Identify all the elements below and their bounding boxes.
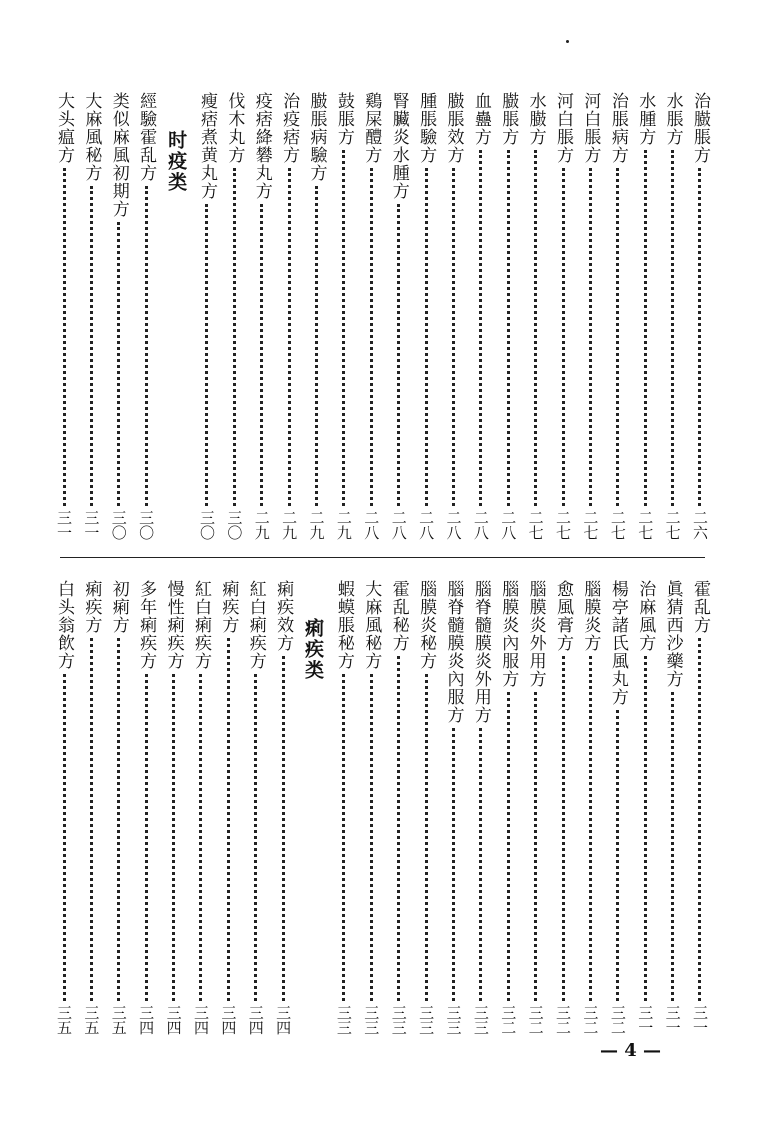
entry-page-number: 三四 (274, 1005, 293, 1035)
entry-title: 白头翁飲方 (54, 580, 74, 670)
entry-page-number: 三一 (636, 1005, 655, 1035)
entry-page-number: 三三 (362, 1005, 381, 1035)
entry-page-number: 二八 (499, 510, 518, 540)
entry-title: 痢疾方 (218, 580, 239, 634)
entry-page-number: 三三 (334, 1005, 353, 1035)
entry-title: 紅白痢疾方 (190, 580, 211, 670)
entry-title: 腦膜炎方 (580, 580, 601, 652)
dot-leader (145, 186, 148, 506)
entry-title: 治脹病方 (607, 92, 628, 164)
toc-entry (387, 92, 411, 540)
entry-page-number: 二七 (554, 510, 573, 540)
dot-leader (452, 168, 455, 506)
toc-entry (633, 92, 657, 540)
toc-entry (359, 580, 383, 1035)
entry-title: 蝦蟆脹秘方 (333, 580, 354, 670)
dot-leader (199, 674, 202, 1001)
dot-leader (370, 168, 373, 506)
dot-leader (562, 656, 565, 1001)
category-header (299, 580, 329, 1035)
dot-leader (145, 674, 148, 1001)
toc-entry (134, 92, 158, 540)
entry-page-number: 二八 (389, 510, 408, 540)
entry-title: 腦膜炎外用方 (525, 580, 546, 688)
toc-bottom-section (52, 580, 712, 1035)
toc-entry (661, 580, 685, 1035)
entry-page-number: 三四 (246, 1005, 265, 1035)
dot-leader (397, 204, 400, 506)
dot-leader (698, 168, 701, 506)
entry-page-number: 二八 (471, 510, 490, 540)
toc-entry (606, 580, 630, 1035)
toc-entry (441, 92, 465, 540)
toc-entry (305, 92, 329, 540)
entry-page-number: 二八 (362, 510, 381, 540)
toc-entry (244, 580, 268, 1035)
entry-title: 腦膜炎秘方 (416, 580, 437, 670)
entry-title: 愈風膏方 (553, 580, 574, 652)
toc-entry (551, 92, 575, 540)
entry-title: 多年痢疾方 (136, 580, 157, 670)
dot-leader (589, 168, 592, 506)
entry-title: 霍乱秘方 (388, 580, 409, 652)
toc-entry (387, 580, 411, 1035)
dot-leader (534, 692, 537, 1001)
dot-leader (254, 674, 257, 1001)
entry-title: 腦脊髓膜炎外用方 (470, 580, 491, 724)
entry-title: 痢疾方 (81, 580, 102, 634)
entry-title: 大麻風秘方 (81, 92, 102, 182)
dot-leader (644, 150, 647, 506)
toc-entry (359, 92, 383, 540)
toc-entry (332, 92, 356, 540)
entry-page-number: 二七 (663, 510, 682, 540)
dot-leader (452, 728, 455, 1001)
scan-speck (566, 40, 569, 43)
toc-entry (578, 92, 602, 540)
toc-entry (441, 580, 465, 1035)
toc-entry (524, 580, 548, 1035)
entry-page-number: 二七 (636, 510, 655, 540)
toc-entry (688, 92, 712, 540)
entry-title: 慢性痢疾方 (163, 580, 184, 670)
entry-title: 治臌脹方 (689, 92, 710, 164)
dot-leader (479, 728, 482, 1001)
toc-entry (216, 580, 240, 1035)
dot-leader (562, 168, 565, 506)
dot-leader (172, 674, 175, 1001)
entry-page-number: 三三 (417, 1005, 436, 1035)
toc-entry (107, 92, 131, 540)
toc-entry (277, 92, 301, 540)
entry-page-number: 二七 (526, 510, 545, 540)
entry-page-number: 三一 (690, 1005, 709, 1035)
dot-leader (260, 204, 263, 506)
dot-leader (370, 674, 373, 1001)
entry-page-number: 二七 (581, 510, 600, 540)
entry-page-number: 三〇 (109, 510, 128, 540)
entry-title: 臌脹效方 (443, 92, 464, 164)
entry-page-number: 二八 (444, 510, 463, 540)
dot-leader (315, 186, 318, 506)
category-header (162, 92, 192, 540)
toc-entry (414, 92, 438, 540)
toc-entry (134, 580, 158, 1035)
entry-title: 痢疾效方 (273, 580, 294, 652)
toc-entry (271, 580, 295, 1035)
toc-entry (496, 580, 520, 1035)
dot-leader (425, 168, 428, 506)
toc-entry (606, 92, 630, 540)
dot-leader (63, 168, 66, 506)
entry-title: 腫脹驗方 (416, 92, 437, 164)
dot-leader (342, 150, 345, 506)
entry-title: 初痢方 (108, 580, 129, 634)
dot-leader (90, 638, 93, 1001)
entry-title: 血蠱方 (470, 92, 491, 146)
category-header-text: 时疫类 (165, 130, 188, 193)
entry-page-number: 三四 (164, 1005, 183, 1035)
entry-page-number: 三四 (191, 1005, 210, 1035)
entry-title: 水腫方 (635, 92, 656, 146)
toc-entry (688, 580, 712, 1035)
toc-entry (250, 92, 274, 540)
dot-leader (288, 168, 291, 506)
toc-entry (107, 580, 131, 1035)
entry-page-number: 三一 (663, 1005, 682, 1035)
entry-title: 河白脹方 (553, 92, 574, 164)
entry-title: 河白脹方 (580, 92, 601, 164)
entry-page-number: 二九 (307, 510, 326, 540)
toc-entry (79, 92, 103, 540)
entry-title: 治麻風方 (635, 580, 656, 652)
dot-leader (534, 150, 537, 506)
dot-leader (425, 674, 428, 1001)
entry-title: 鼓脹方 (333, 92, 354, 146)
entry-title: 霍乱方 (689, 580, 710, 634)
entry-title: 水脹方 (662, 92, 683, 146)
dot-leader (671, 692, 674, 1001)
entry-page-number: 三四 (219, 1005, 238, 1035)
entry-title: 經驗霍乱方 (136, 92, 157, 182)
entry-page-number: 三五 (55, 1005, 73, 1035)
toc-entry (79, 580, 103, 1035)
toc-entry (551, 580, 575, 1035)
toc-entry (195, 92, 219, 540)
entry-title: 大麻風秘方 (361, 580, 382, 670)
entry-page-number: 三二 (554, 1005, 573, 1035)
dot-leader (90, 186, 93, 506)
entry-page-number: 三二 (581, 1005, 600, 1035)
toc-entry (661, 92, 685, 540)
toc-entry (332, 580, 356, 1035)
entry-page-number: 二七 (608, 510, 627, 540)
entry-page-number: 三〇 (197, 510, 216, 540)
section-divider (60, 557, 705, 558)
toc-entry (162, 580, 186, 1035)
dot-leader (282, 656, 285, 1001)
dot-leader (507, 692, 510, 1001)
entry-title: 紅白痢疾方 (245, 580, 266, 670)
entry-title: 瘦痞煮黄丸方 (196, 92, 217, 200)
entry-page-number: 二六 (690, 510, 709, 540)
dot-leader (117, 638, 120, 1001)
entry-page-number: 三二 (499, 1005, 518, 1035)
entry-page-number: 三三 (389, 1005, 408, 1035)
dot-leader (233, 168, 236, 506)
entry-page-number: 二八 (417, 510, 436, 540)
dot-leader (589, 656, 592, 1001)
toc-entry (578, 580, 602, 1035)
entry-title: 疫痞絳礬丸方 (251, 92, 272, 200)
dot-leader (644, 656, 647, 1001)
entry-title: 臌脹病驗方 (306, 92, 327, 182)
dot-leader (342, 674, 345, 1001)
dot-leader (397, 656, 400, 1001)
category-header-text: 痢疾类 (302, 618, 325, 681)
toc-entry (633, 580, 657, 1035)
entry-title: 水臌方 (525, 92, 546, 146)
dot-leader (671, 150, 674, 506)
toc-entry (469, 580, 493, 1035)
dot-leader (616, 168, 619, 506)
entry-title: 鷄屎醴方 (361, 92, 382, 164)
entry-title: 眞猜西沙藥方 (662, 580, 683, 688)
dot-leader (227, 638, 230, 1001)
entry-title: 大头瘟方 (54, 92, 74, 164)
entry-page-number: 三一 (82, 510, 101, 540)
entry-title: 腦脊髓膜炎內服方 (443, 580, 464, 724)
dot-leader (479, 150, 482, 506)
entry-page-number: 三二 (526, 1005, 545, 1035)
toc-entry (414, 580, 438, 1035)
toc-entry (189, 580, 213, 1035)
entry-title: 腎臟炎水腫方 (388, 92, 409, 200)
toc-entry (52, 92, 76, 540)
entry-title: 治疫痞方 (279, 92, 300, 164)
entry-page-number: 二九 (334, 510, 353, 540)
entry-title: 楊亭諸氏風丸方 (607, 580, 628, 706)
entry-page-number: 三五 (109, 1005, 128, 1035)
entry-page-number: 二九 (252, 510, 271, 540)
entry-page-number: 三二 (608, 1005, 627, 1035)
entry-page-number: 三五 (82, 1005, 101, 1035)
dot-leader (205, 204, 208, 506)
toc-entry (52, 580, 76, 1035)
dot-leader (117, 222, 120, 506)
toc-top-section (52, 92, 712, 540)
entry-title: 类似麻風初期方 (108, 92, 129, 218)
toc-entry (524, 92, 548, 540)
entry-page-number: 二九 (280, 510, 299, 540)
entry-page-number: 三四 (137, 1005, 156, 1035)
toc-entry (496, 92, 520, 540)
dot-leader (616, 710, 619, 1001)
entry-page-number: 三三 (471, 1005, 490, 1035)
toc-entry (469, 92, 493, 540)
dot-leader (63, 674, 66, 1001)
entry-page-number: 三一 (55, 510, 73, 540)
entry-page-number: 三三 (444, 1005, 463, 1035)
toc-entry (222, 92, 246, 540)
entry-page-number: 三〇 (137, 510, 156, 540)
entry-page-number: 三〇 (225, 510, 244, 540)
dot-leader (698, 638, 701, 1001)
dot-leader (507, 150, 510, 506)
entry-title: 伐木丸方 (224, 92, 245, 164)
entry-title: 臌脹方 (498, 92, 519, 146)
page-number: — 4 — (600, 1040, 662, 1061)
entry-title: 腦膜炎內服方 (498, 580, 519, 688)
